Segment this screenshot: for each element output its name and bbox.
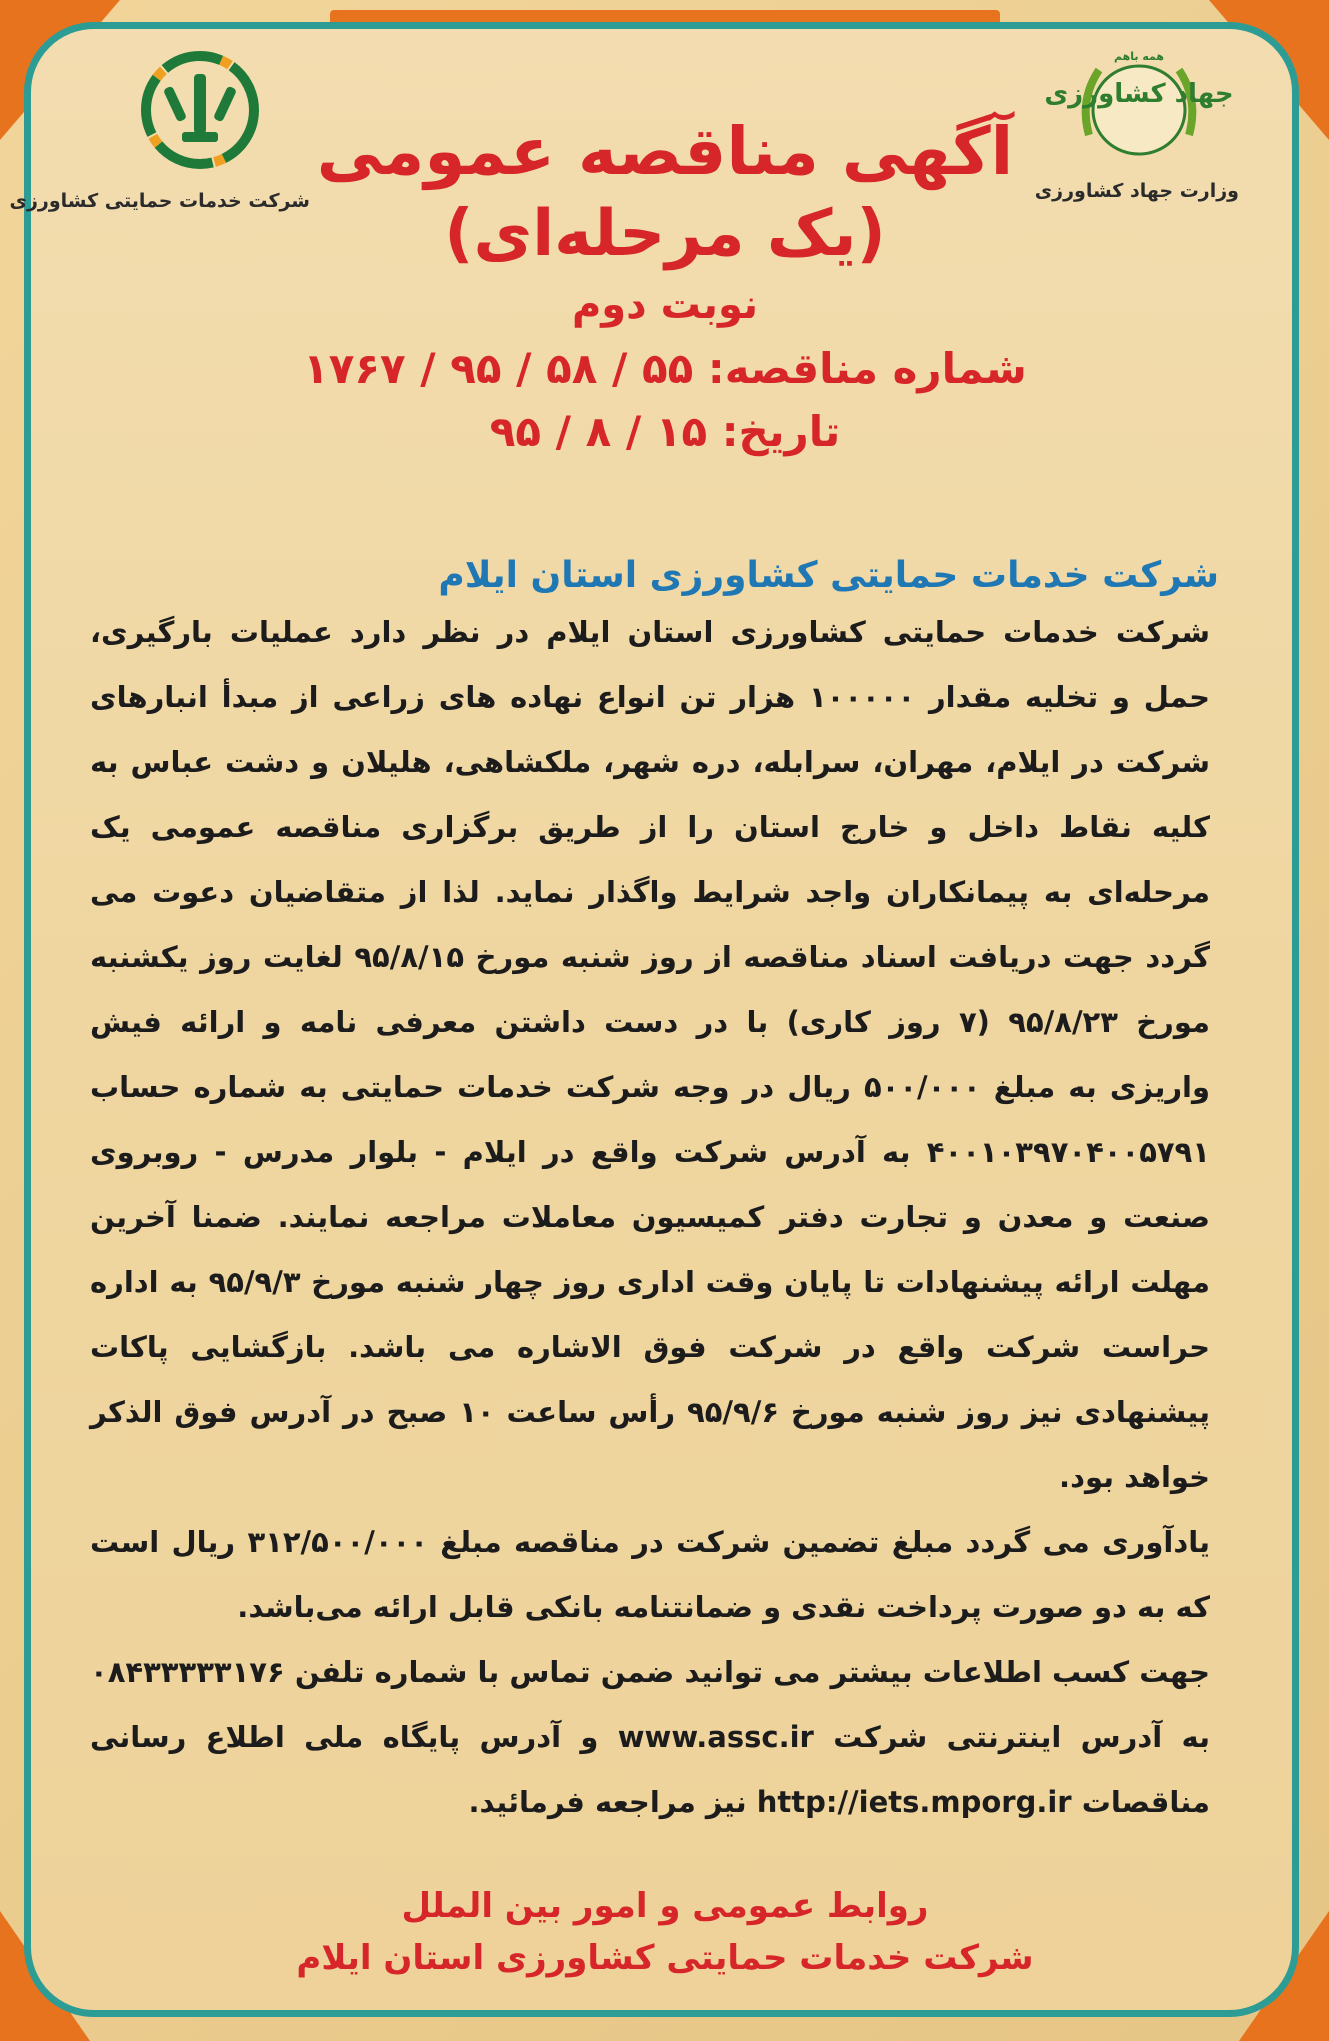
right-logo xyxy=(1034,40,1239,202)
footer-line: شرکت خدمات حمایتی کشاورزی استان ایلام xyxy=(296,1938,1034,1978)
footer-line: روابط عمومی و امور بین الملل xyxy=(401,1886,929,1926)
notice-date: تاریخ: ۱۵ / ۸ / ۹۵ xyxy=(489,407,841,456)
body-paragraph: جهت کسب اطلاعات بیشتر می توانید ضمن تماس با شماره تلفن ۰۸۴۳۳۳۳۳۱۷۶ به آدرس اینترنتی شرکت www.assc.ir و آدرس پایگاه ملی اطلاع رسانی مناقصات http://iets.mporg.ir نیز مراجعه فرمائید. xyxy=(90,1655,1210,1819)
right-logo-caption: وزارت جهاد کشاورزی xyxy=(1034,180,1239,202)
notice-body xyxy=(90,600,1210,1835)
title-block xyxy=(280,110,1050,462)
right-logo-top-text: همه باهم xyxy=(1113,50,1165,63)
body-paragraph: شرکت خدمات حمایتی کشاورزی استان ایلام در نظر دارد عملیات بارگیری، حمل و تخلیه مقدار ۱۰۰۰۰۰ هزار تن انواع نهاده های زراعی از مبدأ انبارهای شرکت در ایلام، مهران، سرابله، دره شهر، ملکشاهی، هلیلان و دشت عباس به کلیه نقاط داخل و خارج استان را از طریق برگزاری مناقصه عمومی یک مرحله‌ای به پیمانکاران واجد شرایط واگذار نماید. لذا از متقاضیان دعوت می گردد جهت دریافت اسناد مناقصه از روز شنبه مورخ ۹۵/۸/۱۵ لغایت روز یکشنبه مورخ ۹۵/۸/۲۳ (۷ روز کاری) با در دست داشتن معرفی نامه و ارائه فیش واریزی به مبلغ ۵۰۰/۰۰۰ ریال در وجه شرکت خدمات حمایتی به شماره حساب ۴۰۰۱۰۳۹۷۰۴۰۰۵۷۹۱ به آدرس شرکت واقع در ایلام - بلوار مدرس - روبروی صنعت و معدن و تجارت دفتر کمیسیون معاملات مراجعه نمایند. ضمنا آخرین مهلت ارائه پیشنهادات تا پایان وقت اداری روز چهار شنبه مورخ ۹۵/۹/۳ به اداره حراست شرکت واقع در شرکت فوق الاشاره می باشد. بازگشایی پاکات پیشنهادی نیز روز شنبه مورخ ۹۵/۹/۶ رأس ساعت ۱۰ صبح در آدرس فوق الذکر خواهد بود. xyxy=(90,615,1211,1494)
left-logo-caption: شرکت خدمات حمایتی کشاورزی xyxy=(9,190,310,212)
main-title: آگهی مناقصه عمومی xyxy=(316,113,1014,190)
jihad-agriculture-logo-icon xyxy=(1044,40,1234,170)
subtitle: نوبت دوم xyxy=(571,282,759,328)
right-logo-text: جهاد کشاورزی xyxy=(1044,79,1234,109)
agri-support-logo-icon xyxy=(130,40,270,180)
footer-signature xyxy=(200,1880,1130,1984)
left-logo xyxy=(9,40,310,212)
tender-number: شماره مناقصه: ۵۵ / ۵۸ / ۹۵ / ۱۷۶۷ xyxy=(303,344,1027,393)
section-heading: شرکت خدمات حمایتی کشاورزی استان ایلام xyxy=(438,555,1219,596)
body-paragraph: یادآوری می گردد مبلغ تضمین شرکت در مناقصه مبلغ ۳۱۲/۵۰۰/۰۰۰ ریال است که به دو صورت پرداخت نقدی و ضمانتنامه بانکی قابل ارائه می‌باشد. xyxy=(90,1525,1210,1624)
main-title-line2: (یک مرحله‌ای) xyxy=(444,197,886,271)
